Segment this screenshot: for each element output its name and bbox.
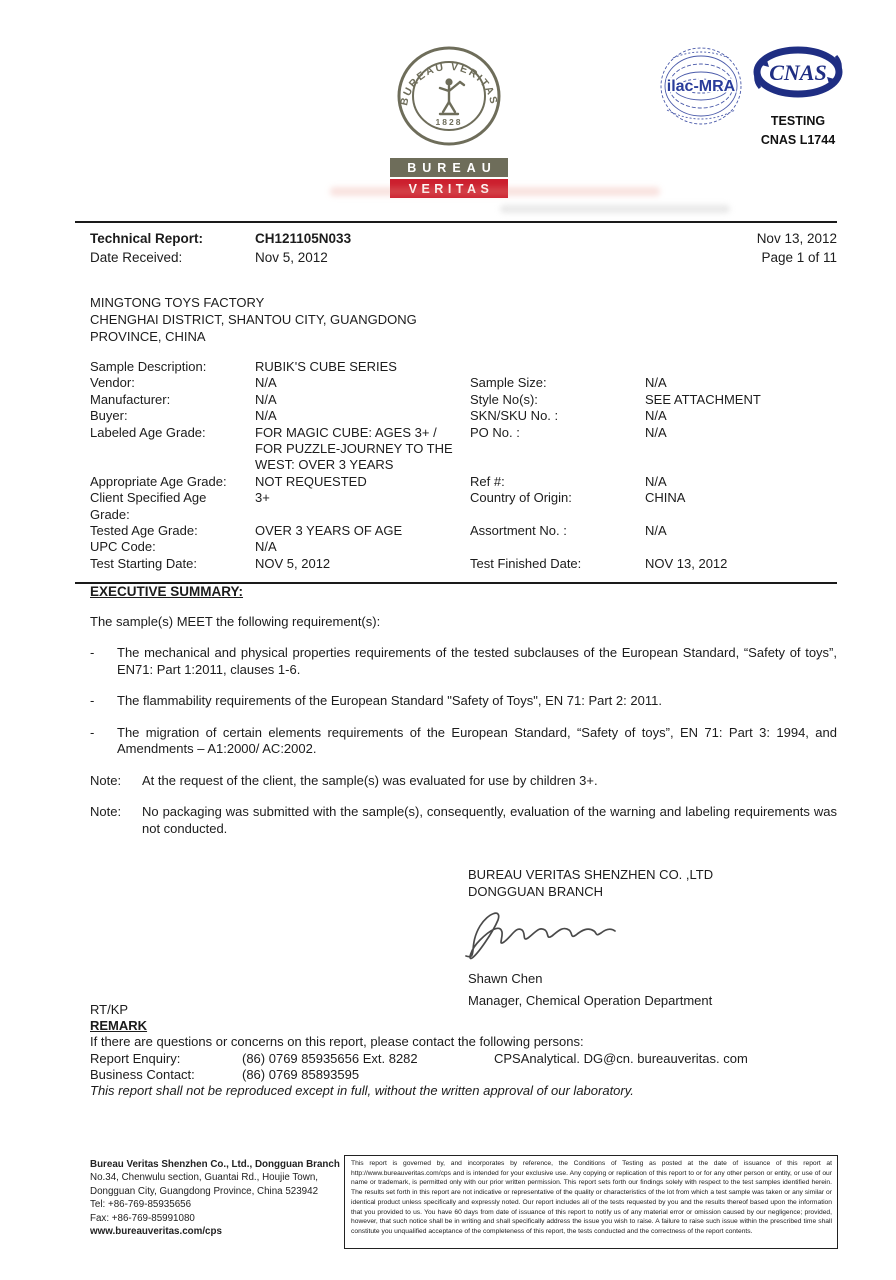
field-value: SEE ATTACHMENT bbox=[645, 391, 761, 407]
lab-fax: Fax: +86-769-85991080 bbox=[90, 1212, 195, 1224]
lab-address-line: No.34, Chenwulu section, Guantai Rd., Houjie Town, bbox=[90, 1172, 318, 1184]
field-label: UPC Code: bbox=[90, 539, 156, 555]
field-value: N/A bbox=[645, 523, 667, 539]
note-text: No packaging was submitted with the sample(s), consequently, evaluation of the warning and labeling requirements was not conducted. bbox=[142, 804, 837, 836]
field-value: N/A bbox=[645, 408, 667, 424]
note-item bbox=[90, 773, 837, 790]
field-value: FOR MAGIC CUBE: AGES 3+ / FOR PUZZLE-JOURNEY TO THE WEST: OVER 3 YEARS bbox=[255, 424, 453, 473]
field-label: Tested Age Grade: bbox=[90, 523, 198, 539]
table-row bbox=[90, 490, 837, 523]
field-value: NOT REQUESTED bbox=[255, 473, 367, 489]
table-row bbox=[90, 556, 837, 572]
ilac-mra-globe-icon bbox=[653, 44, 749, 132]
handwritten-signature-icon bbox=[458, 906, 828, 968]
field-value: N/A bbox=[255, 375, 277, 391]
lab-phone: Tel: +86-769-85935656 bbox=[90, 1199, 192, 1211]
requirement-bullet bbox=[90, 645, 837, 678]
executive-summary-heading: EXECUTIVE SUMMARY: bbox=[90, 584, 244, 599]
remark-section bbox=[90, 1002, 837, 1099]
faded-watermark-smudge bbox=[330, 187, 660, 196]
reviewer-initials: RT/KP bbox=[90, 1002, 129, 1017]
field-value: NOV 13, 2012 bbox=[645, 555, 728, 571]
field-value: CHINA bbox=[645, 490, 686, 506]
field-label: PO No. : bbox=[470, 424, 520, 440]
field-label bbox=[470, 539, 645, 555]
bullet-text: The migration of certain elements requirements of the European Standard, “Safety of toys”, EN 71: Part 3: 1994, and Amendments – A1:2000/ AC:2002. bbox=[117, 724, 837, 756]
field-value: N/A bbox=[645, 473, 667, 489]
field-value: N/A bbox=[255, 539, 277, 555]
ilac-mra-logo bbox=[653, 44, 749, 132]
client-address-line: PROVINCE, CHINA bbox=[90, 328, 206, 344]
field-value bbox=[645, 359, 837, 375]
table-row bbox=[90, 375, 837, 391]
field-label: Style No(s): bbox=[470, 391, 538, 407]
field-value: 3+ bbox=[255, 490, 270, 506]
field-value: N/A bbox=[255, 408, 277, 424]
field-value: N/A bbox=[645, 424, 667, 440]
field-value: OVER 3 YEARS OF AGE bbox=[255, 523, 403, 539]
field-label: Test Finished Date: bbox=[470, 555, 582, 571]
field-label: SKN/SKU No. : bbox=[470, 408, 559, 424]
bureau-veritas-medallion-icon bbox=[394, 44, 504, 148]
veritas-band-wordmark: VERITAS bbox=[390, 179, 508, 198]
svg-text:ilac-MRA: ilac-MRA bbox=[666, 78, 736, 95]
note-text: At the request of the client, the sample(s) was evaluated for use by children 3+. bbox=[142, 772, 598, 788]
lab-name: Bureau Veritas Shenzhen Co., Ltd., Dongguan Branch bbox=[90, 1159, 340, 1170]
executive-summary-section bbox=[90, 584, 837, 852]
date-received-label: Date Received: bbox=[90, 250, 183, 265]
bullet-marker: - bbox=[90, 645, 95, 660]
page-number-label: Page 1 of 11 bbox=[761, 250, 837, 265]
note-label: Note: bbox=[90, 772, 122, 788]
report-enquiry-row bbox=[90, 1051, 837, 1067]
signing-company-line: DONGGUAN BRANCH bbox=[468, 884, 604, 899]
report-enquiry-phone: (86) 0769 85935656 Ext. 8282 bbox=[242, 1050, 418, 1066]
cnas-logo bbox=[748, 40, 848, 149]
client-address-block bbox=[90, 295, 417, 345]
table-row bbox=[90, 408, 837, 424]
lab-address-line: Dongguan City, Guangdong Province, China 523942 bbox=[90, 1185, 319, 1197]
report-title-label: Technical Report: bbox=[90, 231, 204, 246]
signer-title: Manager, Chemical Operation Department bbox=[468, 993, 713, 1008]
field-label: Labeled Age Grade: bbox=[90, 424, 206, 440]
bullet-text: The mechanical and physical properties requirements of the tested subclauses of the European Standard, “Safety of toys”, EN71: Part 1:2011, clauses 1-6. bbox=[117, 645, 837, 677]
business-contact-label: Business Contact: bbox=[90, 1066, 195, 1082]
report-header bbox=[90, 229, 837, 267]
svg-text:CNAS: CNAS bbox=[769, 60, 827, 85]
signing-company-line: BUREAU VERITAS SHENZHEN CO. ,LTD bbox=[468, 867, 714, 882]
business-contact-row bbox=[90, 1067, 837, 1083]
bureau-band-wordmark: BUREAU bbox=[390, 158, 508, 177]
client-name: MINGTONG TOYS FACTORY bbox=[90, 295, 265, 310]
cnas-caption-number: CNAS L1744 bbox=[760, 133, 836, 147]
reproduction-disclaimer: This report shall not be reproduced except in full, without the written approval of our laboratory. bbox=[90, 1083, 634, 1099]
requirement-bullet bbox=[90, 693, 837, 710]
cnas-oval-icon bbox=[748, 40, 848, 106]
signature-block bbox=[468, 866, 828, 1009]
report-number: CH121105N033 bbox=[255, 231, 352, 246]
report-issue-date: Nov 13, 2012 bbox=[756, 231, 837, 246]
date-received-value: Nov 5, 2012 bbox=[255, 250, 328, 265]
bureau-veritas-logo bbox=[388, 44, 510, 198]
remark-heading: REMARK bbox=[90, 1018, 148, 1034]
conditions-of-testing-text: This report is governed by, and incorporates by reference, the Conditions of Testing as posted at the date of issuance of this report at http://www.bureauveritas.com/cps and is intended for your exclusive use. Any copying or replication of this report to or for any other person or entity, or use of our name or trademark, is permitted only with our prior written permission. This report sets forth our findings solely with respect to the test samples identified herein. The results set forth in this report are not indicative or representative of the quality or characteristics of the lot from which a test sample was taken or any similar or identical product unless specifically and expressly noted. Our report includes all of the tests requested by you and the results thereof based upon the information that you provided to us. You have 60 days from date of issuance of this report to notify us of any material error or omission caused by our negligence; provided, however, that such notice shall be in writing and shall specifically address the issue you wish to raise. A failure to raise such issue within the prescribed time shall constitute you unqualified acceptance of the completeness of this report, the tests conducted and the correctness of the report contents. bbox=[344, 1155, 838, 1249]
cnas-caption-testing: TESTING bbox=[770, 114, 826, 128]
field-label bbox=[470, 359, 645, 375]
field-value: N/A bbox=[255, 391, 277, 407]
field-label: Sample Size: bbox=[470, 375, 547, 391]
svg-text:1828: 1828 bbox=[435, 117, 463, 127]
table-row bbox=[90, 392, 837, 408]
report-enquiry-label: Report Enquiry: bbox=[90, 1050, 181, 1066]
field-label: Test Starting Date: bbox=[90, 555, 197, 571]
table-row bbox=[90, 425, 837, 474]
business-contact-phone: (86) 0769 85893595 bbox=[242, 1066, 360, 1082]
field-label: Country of Origin: bbox=[470, 490, 572, 506]
table-row bbox=[90, 523, 837, 539]
faded-text-smudge bbox=[500, 205, 730, 213]
executive-summary-intro: The sample(s) MEET the following requirement(s): bbox=[90, 613, 381, 629]
field-value: N/A bbox=[645, 375, 667, 391]
sample-info-table bbox=[90, 359, 837, 572]
field-label: Vendor: bbox=[90, 375, 135, 391]
field-label: Buyer: bbox=[90, 408, 128, 424]
field-label: Appropriate Age Grade: bbox=[90, 473, 227, 489]
client-address-line: CHENGHAI DISTRICT, SHANTOU CITY, GUANGDONG bbox=[90, 311, 417, 327]
header-divider-line bbox=[75, 221, 837, 223]
table-row bbox=[90, 474, 837, 490]
lab-address-block bbox=[90, 1158, 348, 1238]
remark-intro: If there are questions or concerns on this report, please contact the following persons: bbox=[90, 1034, 584, 1050]
field-label: Ref #: bbox=[470, 473, 505, 489]
svg-text:BUREAU VERITAS: BUREAU VERITAS bbox=[398, 60, 500, 107]
note-label: Note: bbox=[90, 804, 122, 819]
field-label: Manufacturer: bbox=[90, 391, 171, 407]
table-row bbox=[90, 359, 837, 375]
field-label: Assortment No. : bbox=[470, 523, 567, 539]
lab-website: www.bureauveritas.com/cps bbox=[90, 1226, 222, 1238]
field-value: RUBIK'S CUBE SERIES bbox=[255, 359, 397, 374]
requirement-bullet bbox=[90, 725, 837, 758]
report-enquiry-email: CPSAnalytical. DG@cn. bureauveritas. com bbox=[494, 1050, 748, 1066]
field-label: Sample Description: bbox=[90, 359, 207, 374]
signer-name: Shawn Chen bbox=[468, 971, 543, 986]
bullet-text: The flammability requirements of the European Standard "Safety of Toys", EN 71: Part 2: 2011. bbox=[117, 693, 662, 708]
field-label: Client Specified Age Grade: bbox=[90, 490, 207, 522]
bullet-marker: - bbox=[90, 693, 95, 708]
field-value: NOV 5, 2012 bbox=[255, 555, 331, 571]
table-row bbox=[90, 539, 837, 555]
field-value bbox=[645, 539, 837, 555]
note-item bbox=[90, 804, 837, 837]
bullet-marker: - bbox=[90, 724, 95, 740]
